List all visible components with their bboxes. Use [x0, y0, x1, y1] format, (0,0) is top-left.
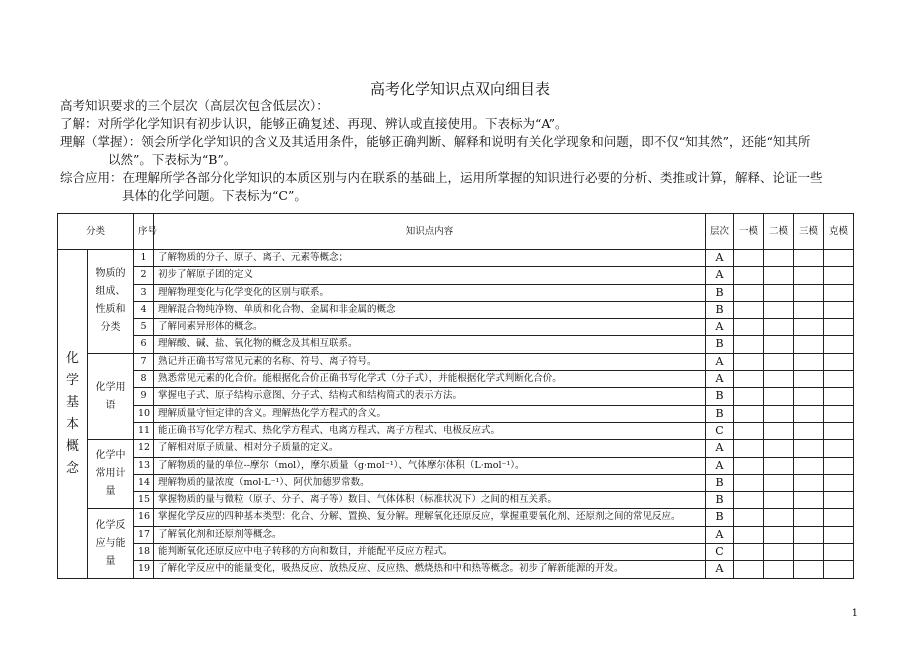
- row-level: A: [706, 250, 734, 267]
- row-mock-2: [764, 440, 794, 457]
- row-content: 掌握化学反应的四种基本类型：化合、分解、置换、复分解。理解氧化还原反应，掌握重要氧化剂、还原剂之间的常见反应。: [154, 509, 706, 526]
- table-row: [58, 492, 854, 509]
- row-content: 理解酸、碱、盐、氧化物的概念及其相互联系。: [154, 336, 706, 353]
- row-mock-1: [734, 301, 764, 318]
- row-level: A: [706, 371, 734, 388]
- row-mock-ke: [824, 561, 854, 578]
- table-row: [58, 301, 854, 318]
- row-number: 17: [134, 526, 154, 543]
- row-number: 13: [134, 457, 154, 474]
- row-content: 掌握电子式、原子结构示意图、分子式、结构式和结构简式的表示方法。: [154, 388, 706, 405]
- row-number: 14: [134, 474, 154, 491]
- row-content: 了解相对原子质量、相对分子质量的定义。: [154, 440, 706, 457]
- row-mock-1: [734, 474, 764, 491]
- row-number: 1: [134, 250, 154, 267]
- intro-line-3a: 理解（掌握）：领会所学化学知识的含义及其适用条件，能够正确判断、解释和说明有关化学现象和问题，即不仅“知其然”，还能“知其所: [60, 134, 811, 149]
- table-row: [58, 284, 854, 301]
- header-mock-3: 三模: [794, 214, 824, 250]
- row-number: 15: [134, 492, 154, 509]
- row-mock-ke: [824, 474, 854, 491]
- row-number: 11: [134, 422, 154, 439]
- intro-line-3b: 以然”。下表标为“B”。: [108, 152, 237, 167]
- row-mock-2: [764, 319, 794, 336]
- row-content: 了解化学反应中的能量变化，吸热反应、放热反应、反应热、燃烧热和中和热等概念。初步了解新能源的开发。: [154, 561, 706, 578]
- row-mock-1: [734, 353, 764, 370]
- row-level: A: [706, 353, 734, 370]
- table-row: [58, 561, 854, 578]
- row-mock-3: [794, 250, 824, 267]
- row-mock-ke: [824, 319, 854, 336]
- row-mock-3: [794, 388, 824, 405]
- row-mock-ke: [824, 422, 854, 439]
- table-row: [58, 544, 854, 561]
- group-category-cell: 化学用语: [88, 353, 134, 439]
- row-mock-ke: [824, 440, 854, 457]
- row-level: B: [706, 474, 734, 491]
- table-row: [58, 440, 854, 457]
- table-row: [58, 388, 854, 405]
- table-row: [58, 422, 854, 439]
- row-level: A: [706, 457, 734, 474]
- row-level: A: [706, 440, 734, 457]
- row-mock-ke: [824, 250, 854, 267]
- row-mock-1: [734, 509, 764, 526]
- row-content: 熟悉常见元素的化合价。能根据化合价正确书写化学式（分子式），并能根据化学式判断化合价。: [154, 371, 706, 388]
- row-mock-1: [734, 250, 764, 267]
- group-category-cell: 化学反应与能量: [88, 509, 134, 578]
- row-mock-3: [794, 440, 824, 457]
- row-mock-ke: [824, 284, 854, 301]
- row-mock-3: [794, 405, 824, 422]
- document-title: 高考化学知识点双向细目表: [369, 80, 550, 98]
- row-mock-ke: [824, 353, 854, 370]
- header-mock-2: 二模: [764, 214, 794, 250]
- row-level: B: [706, 405, 734, 422]
- row-content: 能判断氧化还原反应中电子转移的方向和数目，并能配平反应方程式。: [154, 544, 706, 561]
- row-content: 理解混合物纯净物、单质和化合物、金属和非金属的概念: [154, 301, 706, 318]
- row-mock-ke: [824, 371, 854, 388]
- row-number: 10: [134, 405, 154, 422]
- row-mock-3: [794, 474, 824, 491]
- row-number: 3: [134, 284, 154, 301]
- row-number: 18: [134, 544, 154, 561]
- knowledge-table: [57, 213, 854, 579]
- row-mock-3: [794, 353, 824, 370]
- row-mock-2: [764, 544, 794, 561]
- table-row: [58, 457, 854, 474]
- row-mock-2: [764, 353, 794, 370]
- table-row: [58, 319, 854, 336]
- row-mock-3: [794, 267, 824, 284]
- row-mock-ke: [824, 388, 854, 405]
- row-mock-2: [764, 250, 794, 267]
- intro-line-1: 高考知识要求的三个层次（高层次包含低层次）：: [60, 98, 329, 113]
- row-level: B: [706, 388, 734, 405]
- row-level: B: [706, 509, 734, 526]
- row-mock-3: [794, 284, 824, 301]
- row-mock-3: [794, 544, 824, 561]
- table-header-row: [58, 214, 854, 250]
- row-mock-2: [764, 561, 794, 578]
- header-no: 序号: [134, 214, 154, 250]
- row-level: B: [706, 336, 734, 353]
- row-level: C: [706, 544, 734, 561]
- row-mock-1: [734, 422, 764, 439]
- table-row: [58, 474, 854, 491]
- main-category-cell: 化学基本概念: [58, 250, 88, 579]
- row-mock-1: [734, 526, 764, 543]
- row-number: 19: [134, 561, 154, 578]
- row-number: 8: [134, 371, 154, 388]
- header-mock-1: 一模: [734, 214, 764, 250]
- row-mock-ke: [824, 509, 854, 526]
- row-mock-ke: [824, 457, 854, 474]
- table-row: [58, 336, 854, 353]
- row-level: A: [706, 319, 734, 336]
- row-mock-2: [764, 509, 794, 526]
- row-mock-2: [764, 388, 794, 405]
- group-category-cell: 物质的组成、性质和分类: [88, 250, 134, 354]
- row-level: B: [706, 284, 734, 301]
- row-mock-3: [794, 422, 824, 439]
- header-category: 分类: [58, 214, 134, 250]
- row-content: 初步了解原子团的定义: [154, 267, 706, 284]
- row-mock-2: [764, 526, 794, 543]
- row-number: 5: [134, 319, 154, 336]
- row-mock-ke: [824, 544, 854, 561]
- header-level: 层次: [706, 214, 734, 250]
- row-level: A: [706, 526, 734, 543]
- row-level: B: [706, 301, 734, 318]
- intro-line-2: 了解：对所学化学知识有初步认识，能够正确复述、再现、辨认或直接使用。下表标为“A”。: [60, 116, 568, 131]
- row-mock-ke: [824, 267, 854, 284]
- row-number: 7: [134, 353, 154, 370]
- row-mock-1: [734, 440, 764, 457]
- row-mock-1: [734, 319, 764, 336]
- row-mock-3: [794, 301, 824, 318]
- row-level: A: [706, 267, 734, 284]
- row-content: 了解物质的量的单位--摩尔（mol），摩尔质量（g·mol⁻¹）、气体摩尔体积（L·mol⁻¹）。: [154, 457, 706, 474]
- table-row: [58, 250, 854, 267]
- row-mock-1: [734, 371, 764, 388]
- row-mock-3: [794, 509, 824, 526]
- row-number: 6: [134, 336, 154, 353]
- intro-line-4a: 综合应用：在理解所学各部分化学知识的本质区别与内在联系的基础上，运用所掌握的知识进行必要的分析、类推或计算，解释、论证一些: [60, 170, 823, 185]
- row-level: C: [706, 422, 734, 439]
- intro-line-4b: 具体的化学问题。下表标为“C”。: [122, 188, 307, 203]
- row-mock-1: [734, 492, 764, 509]
- row-mock-2: [764, 405, 794, 422]
- row-mock-3: [794, 319, 824, 336]
- row-mock-2: [764, 474, 794, 491]
- row-mock-1: [734, 561, 764, 578]
- row-mock-ke: [824, 492, 854, 509]
- row-number: 9: [134, 388, 154, 405]
- table-row: [58, 526, 854, 543]
- row-mock-1: [734, 284, 764, 301]
- row-mock-1: [734, 405, 764, 422]
- row-level: B: [706, 492, 734, 509]
- page-number: 1: [851, 608, 858, 619]
- row-content: 熟记并正确书写常见元素的名称、符号、离子符号。: [154, 353, 706, 370]
- row-content: 了解氧化剂和还原剂等概念。: [154, 526, 706, 543]
- group-category-cell: 化学中常用计量: [88, 440, 134, 509]
- row-number: 16: [134, 509, 154, 526]
- row-mock-1: [734, 544, 764, 561]
- row-content: 了解物质的分子、原子、离子、元素等概念；: [154, 250, 706, 267]
- row-mock-3: [794, 336, 824, 353]
- table-row: [58, 509, 854, 526]
- row-mock-1: [734, 267, 764, 284]
- row-mock-ke: [824, 336, 854, 353]
- row-mock-ke: [824, 405, 854, 422]
- row-number: 4: [134, 301, 154, 318]
- row-content: 理解物质的量浓度（mol·L⁻¹）、阿伏加德罗常数。: [154, 474, 706, 491]
- table-row: [58, 371, 854, 388]
- table-row: [58, 353, 854, 370]
- row-content: 理解质量守恒定律的含义。理解热化学方程式的含义。: [154, 405, 706, 422]
- row-number: 12: [134, 440, 154, 457]
- row-content: 理解物理变化与化学变化的区别与联系。: [154, 284, 706, 301]
- row-mock-3: [794, 371, 824, 388]
- row-mock-1: [734, 457, 764, 474]
- row-mock-ke: [824, 526, 854, 543]
- row-mock-2: [764, 267, 794, 284]
- row-mock-2: [764, 336, 794, 353]
- header-mock-ke: 克模: [824, 214, 854, 250]
- row-mock-2: [764, 457, 794, 474]
- table-row: [58, 405, 854, 422]
- row-mock-3: [794, 492, 824, 509]
- row-mock-ke: [824, 301, 854, 318]
- row-mock-3: [794, 526, 824, 543]
- row-mock-2: [764, 371, 794, 388]
- row-content: 能正确书写化学方程式、热化学方程式、电离方程式、离子方程式、电极反应式。: [154, 422, 706, 439]
- row-mock-1: [734, 336, 764, 353]
- table-row: [58, 267, 854, 284]
- row-mock-2: [764, 284, 794, 301]
- row-mock-1: [734, 388, 764, 405]
- row-mock-2: [764, 301, 794, 318]
- row-mock-2: [764, 492, 794, 509]
- row-number: 2: [134, 267, 154, 284]
- header-content: 知识点内容: [154, 214, 706, 250]
- row-mock-2: [764, 422, 794, 439]
- row-level: A: [706, 561, 734, 578]
- row-mock-3: [794, 561, 824, 578]
- row-mock-3: [794, 457, 824, 474]
- row-content: 了解同素异形体的概念。: [154, 319, 706, 336]
- intro-section: [60, 97, 870, 205]
- row-content: 掌握物质的量与微粒（原子、分子、离子等）数目、气体体积（标准状况下）之间的相互关系。: [154, 492, 706, 509]
